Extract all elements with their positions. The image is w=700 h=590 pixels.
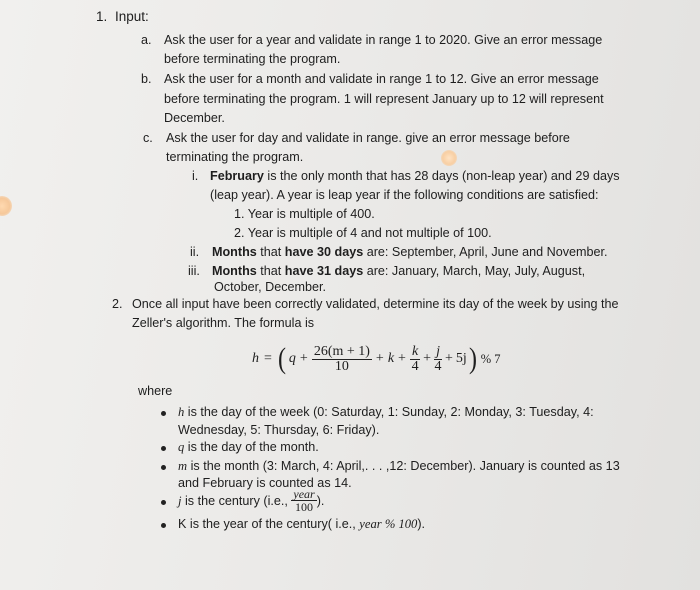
sub-ii-rest: are: September, April, June and November.: [363, 245, 608, 259]
formula-frac-k-num: k: [411, 343, 419, 359]
bullet-h-line2: Wednesday, 5: Thursday, 6: Friday).: [178, 423, 380, 437]
bullet-q-var: q: [178, 440, 185, 454]
sub-ii-line: [212, 245, 608, 260]
formula-equals: =: [264, 351, 272, 366]
bullet-j-frac: [291, 488, 316, 514]
section2-line2: Zeller's algorithm. The formula is: [132, 316, 315, 330]
bullet-dot-h: [161, 411, 166, 416]
bullet-m-var: m: [178, 459, 188, 473]
bullet-K-pre: K is the year of the century( i.e.,: [178, 517, 360, 531]
formula-plus-1: +: [299, 351, 308, 366]
glare-spot-left: [0, 196, 12, 216]
formula-paren-open: (: [277, 342, 286, 375]
formula-plus-4: +: [423, 351, 432, 366]
sub-iii-mid: that: [256, 264, 285, 278]
section2-line1: Once all input have been correctly validated, determine its day of the week by using the: [132, 297, 619, 311]
sub-i-line2: (leap year). A year is leap year if the following conditions are satisfied:: [210, 188, 599, 202]
bullet-j-frac-den: 100: [295, 500, 314, 514]
item-b-line1: Ask the user for a month and validate in range 1 to 12. Give an error message: [164, 72, 599, 86]
bullet-h-line1: [178, 405, 594, 420]
bullet-j-line: [178, 486, 324, 516]
section1-heading: [96, 9, 149, 24]
formula-paren-close: ): [468, 342, 477, 375]
section1-title: Input:: [115, 9, 149, 24]
sub-i-cond2: 2. Year is multiple of 4 and not multiple of 100.: [234, 226, 492, 240]
sub-ii-bold2: have 30 days: [284, 245, 364, 259]
formula-frac-j: [434, 345, 442, 374]
formula-frac-k: [410, 345, 420, 374]
section1-number: 1.: [96, 9, 108, 24]
sub-iii-marker: iii.: [188, 264, 200, 278]
bullet-j-post: ).: [316, 494, 325, 508]
formula-frac-month-num: 26(m + 1): [313, 343, 370, 359]
item-a-marker: a.: [141, 33, 152, 47]
sub-ii-marker: ii.: [190, 245, 200, 259]
formula-mod: % 7: [480, 351, 501, 366]
bullet-h-var: h: [178, 405, 185, 419]
sub-ii-mid: that: [256, 245, 285, 259]
bullet-q-line: [178, 440, 319, 455]
formula-5j: 5j: [455, 351, 467, 366]
item-a-line1: Ask the user for a year and validate in range 1 to 2020. Give an error message: [164, 33, 603, 47]
bullet-j-frac-num: year: [293, 487, 315, 501]
formula-frac-j-den: 4: [434, 358, 442, 374]
bullet-m-line1: [178, 459, 620, 474]
formula-plus-5: +: [444, 351, 453, 366]
item-c-line2: terminating the program.: [166, 150, 304, 164]
sub-iii-bold2: have 31 days: [284, 264, 364, 278]
where-label: where: [138, 384, 173, 398]
formula-k: k: [387, 351, 395, 366]
bullet-dot-q: [161, 446, 166, 451]
item-a-line2: before terminating the program.: [164, 52, 341, 66]
formula-frac-k-den: 4: [411, 358, 419, 374]
sub-iii-rest: are: January, March, May, July, August,: [363, 264, 586, 278]
bullet-K-post: ).: [417, 517, 426, 531]
bullet-j-var: j: [178, 493, 182, 508]
item-c-line1: Ask the user for day and validate in range. give an error message before: [166, 131, 570, 145]
bullet-m-line2: and February is counted as 14.: [178, 476, 352, 490]
section2-number: 2.: [112, 297, 123, 311]
sub-i-line1: [210, 169, 620, 184]
bullet-K-line: [178, 517, 425, 532]
sub-i-bold: February: [210, 169, 264, 183]
bullet-dot-m: [161, 465, 166, 470]
sub-iii-bold1: Months: [212, 264, 257, 278]
sub-i-cond1: 1. Year is multiple of 400.: [234, 207, 375, 221]
sub-iii-line1: [212, 264, 585, 279]
formula-plus-2: +: [375, 351, 384, 366]
sub-iii-line2: October, December.: [214, 280, 326, 294]
bullet-j-pre: is the century (i.e.,: [181, 494, 292, 508]
glare-spot-center: [441, 150, 457, 166]
sub-i-line1-rest: is the only month that has 28 days (non-leap year) and 29 days: [263, 169, 620, 183]
bullet-dot-j: [161, 500, 166, 505]
item-b-line2: before terminating the program. 1 will represent January up to 12 will represent: [164, 92, 604, 106]
bullet-h-text: is the day of the week (0: Saturday, 1: Sunday, 2: Monday, 3: Tuesday, 4:: [184, 405, 594, 419]
sub-ii-bold1: Months: [212, 245, 257, 259]
bullet-m-text: is the month (3: March, 4: April,. . . ,12: December). January is counted as 13: [187, 459, 620, 473]
item-b-line3: December.: [164, 111, 225, 125]
bullet-K-expr: year % 100: [359, 517, 418, 531]
formula-plus-3: +: [398, 351, 406, 366]
item-c-marker: c.: [143, 131, 153, 145]
bullet-dot-K: [161, 523, 166, 528]
formula-h: h: [252, 351, 259, 366]
formula-frac-j-num: j: [436, 343, 440, 359]
formula-q: q: [288, 351, 296, 366]
sub-i-marker: i.: [192, 169, 199, 183]
zeller-formula: [252, 338, 501, 380]
formula-frac-month: [312, 345, 372, 374]
bullet-q-text: is the day of the month.: [184, 440, 319, 454]
item-b-marker: b.: [141, 72, 152, 86]
formula-frac-month-den: 10: [334, 358, 349, 374]
